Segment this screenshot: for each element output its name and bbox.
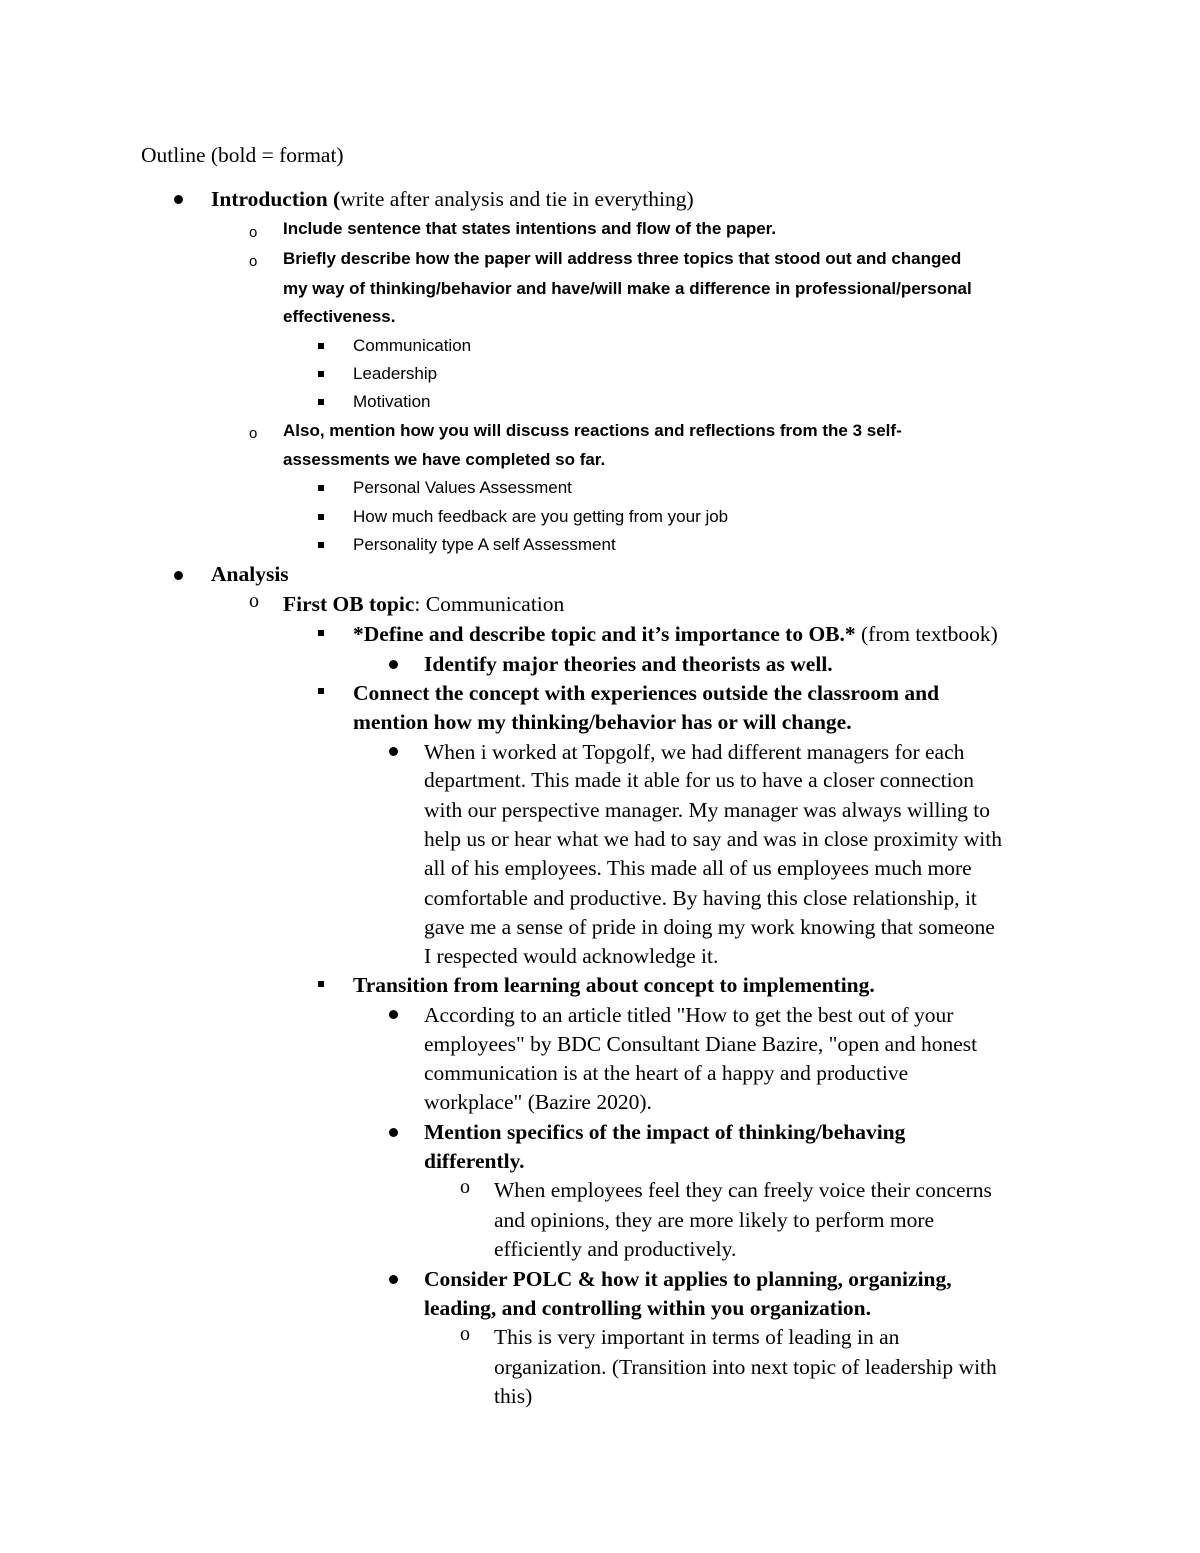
topic-leadership: Leadership [353,364,438,383]
intro-item-2-line-2: my way of thinking/behavior and have/will make a difference in professional/personal [283,279,972,298]
intro-item-1: Include sentence that states intentions and flow of the paper. [283,219,777,238]
bullet-disc-icon [389,660,398,669]
assessment-item: Personality type A self Assessment [353,535,616,554]
leading-line: this) [494,1384,533,1408]
bullet-disc-icon [389,1275,398,1284]
analysis-heading: Analysis [211,562,289,586]
bullet-disc-icon [174,571,183,580]
square-bullet-icon [318,371,324,377]
article-line: According to an article titled "How to get the best out of your [424,1003,954,1027]
transition-line: Transition from learning about concept to implementing. [353,973,875,997]
topgolf-line: I respected would acknowledge it. [424,944,719,968]
square-bullet-icon [318,630,324,636]
bullet-disc-icon [389,1128,398,1137]
intro-item-2-line-1: Briefly describe how the paper will address three topics that stood out and changed [283,249,962,268]
mention-line-2: differently. [424,1149,525,1173]
intro-item-3-line-2: assessments we have completed so far. [283,450,606,469]
intro-item-3-line-1: Also, mention how you will discuss reactions and reflections from the 3 self- [283,421,902,440]
leading-line: organization. (Transition into next topic of leadership with [494,1355,997,1379]
topgolf-line: When i worked at Topgolf, we had different managers for each [424,740,965,764]
connect-line-1: Connect the concept with experiences outside the classroom and [353,681,940,705]
square-bullet-icon [318,343,324,349]
topic-communication: Communication [353,336,472,355]
topgolf-line: department. This made it able for us to have a closer connection [424,768,975,792]
topgolf-line: gave me a sense of pride in doing my work knowing that someone [424,915,995,939]
intro-label: Introduction ( [211,187,341,211]
voice-line: and opinions, they are more likely to perform more [494,1208,935,1232]
circle-bullet-icon: o [460,1323,470,1345]
topgolf-line: help us or hear what we had to say and was in close proximity with [424,827,1002,851]
theories-line: Identify major theories and theorists as well. [424,652,833,676]
voice-line: When employees feel they can freely voice their concerns [494,1178,992,1202]
mention-line-1: Mention specifics of the impact of thinking/behaving [424,1120,906,1144]
leading-line: This is very important in terms of leading in an [494,1325,900,1349]
first-topic-line [283,592,564,617]
define-normal: (from textbook) [855,622,998,646]
circle-bullet-icon: o [460,1176,470,1198]
voice-line: efficiently and productively. [494,1237,737,1261]
topgolf-line: comfortable and productive. By having this close relationship, it [424,886,977,910]
first-topic-value: : Communication [414,592,565,616]
polc-line-1: Consider POLC & how it applies to planning, organizing, [424,1267,952,1291]
outline-title: Outline (bold = format) [141,143,344,167]
square-bullet-icon [318,981,324,987]
square-bullet-icon [318,399,324,405]
circle-bullet-icon: o [249,425,258,442]
topgolf-line: all of his employees. This made all of us employees much more [424,856,972,880]
assessment-item: How much feedback are you getting from your job [353,507,729,526]
bullet-disc-icon [174,195,183,204]
square-bullet-icon [318,688,324,694]
intro-heading [211,187,694,212]
square-bullet-icon [318,542,324,548]
article-line: employees" by BDC Consultant Diane Bazire, "open and honest [424,1032,978,1056]
circle-bullet-icon: o [249,590,259,612]
polc-line-2: leading, and controlling within you organization. [424,1296,871,1320]
article-line: communication is at the heart of a happy and productive [424,1061,909,1085]
define-line [353,622,998,647]
topic-motivation: Motivation [353,392,431,411]
assessment-item: Personal Values Assessment [353,478,572,497]
square-bullet-icon [318,485,324,491]
square-bullet-icon [318,514,324,520]
define-bold: *Define and describe topic and it’s importance to OB.* [353,622,856,646]
circle-bullet-icon: o [249,253,258,270]
article-line: workplace" (Bazire 2020). [424,1090,652,1114]
topgolf-line: with our perspective manager. My manager was always willing to [424,798,991,822]
intro-note: write after analysis and tie in everything) [340,187,694,211]
circle-bullet-icon: o [249,224,258,241]
intro-item-2-line-3: effectiveness. [283,307,396,326]
first-topic-label: First OB topic [283,592,415,616]
bullet-disc-icon [389,1010,398,1019]
connect-line-2: mention how my thinking/behavior has or will change. [353,710,852,734]
bullet-disc-icon [389,747,398,756]
